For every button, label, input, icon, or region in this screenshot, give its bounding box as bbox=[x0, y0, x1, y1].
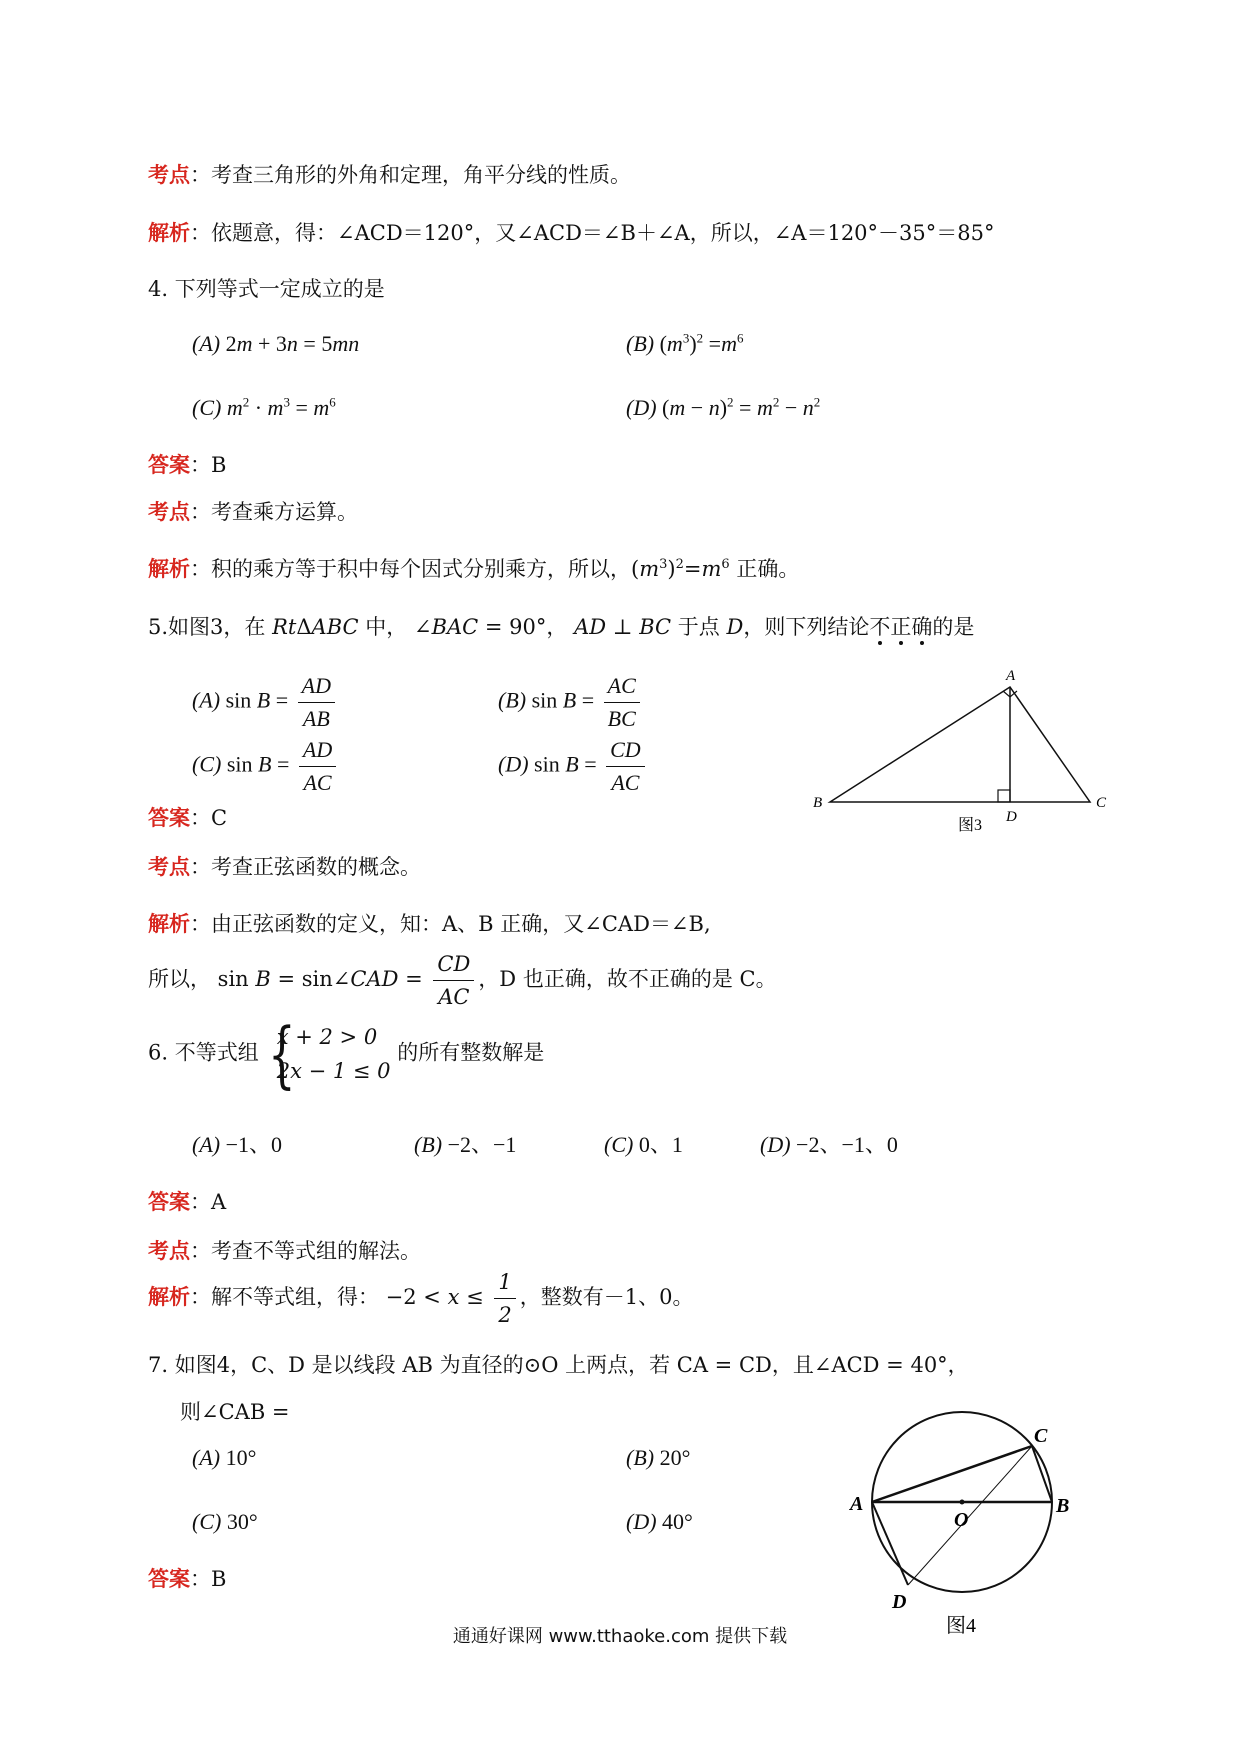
q4-option-b: (B) $(m^3)^2 =m^6$ bbox=[626, 330, 744, 356]
q5-jiexi-1: 解析：由正弦函数的定义，知：A、B 正确，又∠CAD＝∠B, bbox=[148, 912, 711, 936]
figure-4 bbox=[840, 1400, 1100, 1640]
q6-option-d: (D) −2、−1、0 bbox=[760, 1132, 898, 1157]
point-d-label: D bbox=[892, 1591, 907, 1613]
point-c-label: C bbox=[1096, 795, 1107, 811]
q7-option-b: (B) 20° bbox=[626, 1445, 691, 1470]
q4-option-d: (D) $(m - n)^2 = m^2 - n^2$ bbox=[626, 394, 821, 420]
point-d-label: D bbox=[1006, 809, 1017, 825]
q5-answer: 答案：C bbox=[148, 806, 228, 830]
figure-4-caption: 图4 bbox=[946, 1615, 976, 1637]
chord-ad bbox=[872, 1502, 908, 1585]
point-b-label: B bbox=[1056, 1495, 1070, 1517]
q7-answer: 答案：B bbox=[148, 1567, 227, 1591]
chord-ac bbox=[872, 1446, 1032, 1502]
q6-stem: 6. 不等式组 { x + 2 > 0 2x − 1 ≤ 0 的所有整数解是 bbox=[148, 1012, 545, 1096]
q5-stem: 5.如图3，在 RtΔABC 中， ∠BAC = 90°， AD ⊥ BC 于点 D，则下列结论不正确的是 bbox=[148, 615, 975, 639]
q5-kaodian: 考点：考查正弦函数的概念。 bbox=[148, 855, 421, 879]
q4-option-a: (A) 2m + 3n = 5mn bbox=[192, 331, 360, 356]
q7-option-c: (C) 30° bbox=[192, 1509, 258, 1534]
point-o-label: O bbox=[954, 1509, 969, 1531]
q4-answer: 答案：B bbox=[148, 453, 227, 477]
q4-option-c: (C) $m^2 \cdot m^3 = m^6$ bbox=[192, 394, 336, 420]
q4-stem: 4. 下列等式一定成立的是 bbox=[148, 277, 385, 301]
q4-kaodian: 考点：考查乘方运算。 bbox=[148, 500, 358, 524]
point-c-label: C bbox=[1034, 1425, 1048, 1447]
q5-option-d: (D) sin B = $\frac{CD}{AC}$ bbox=[498, 734, 649, 799]
q7-stem: 7. 如图4，C、D 是以线段 AB 为直径的⊙O 上两点，若 CA = CD，且∠ACD = 40°， bbox=[148, 1353, 969, 1377]
q6-jiexi: 解析：解不等式组，得： −2 < x ≤ $\frac{1}{2}$ ，整数有－1、0。 bbox=[148, 1266, 693, 1331]
chord-cb bbox=[1032, 1446, 1052, 1502]
q5-jiexi-2: 所以， sin B = sin∠CAD = $\frac{CD}{AC}$ ，D 也正确，故不正确的是 C。 bbox=[148, 948, 777, 1013]
point-b-label: B bbox=[813, 795, 823, 811]
q6-answer: 答案：A bbox=[148, 1190, 227, 1214]
figure-3-caption: 图3 bbox=[958, 817, 983, 834]
point-a-label: A bbox=[850, 1493, 864, 1515]
q7-option-d: (D) 40° bbox=[626, 1509, 693, 1534]
q3-kaodian: 考点：考查三角形的外角和定理，角平分线的性质。 bbox=[148, 163, 631, 187]
q6-kaodian: 考点：考查不等式组的解法。 bbox=[148, 1239, 421, 1263]
q3-jiexi: 解析：依题意，得：∠ACD＝120°，又∠ACD＝∠B＋∠A，所以，∠A＝120°－35°＝85° bbox=[148, 221, 995, 245]
right-angle-mark-d bbox=[998, 790, 1010, 802]
center-dot bbox=[960, 1500, 965, 1505]
q6-option-b: (B) −2、−1 bbox=[414, 1132, 517, 1157]
q5-option-a: (A) sin B = $\frac{AD}{AB}$ bbox=[192, 670, 339, 735]
inequality-system: { x + 2 > 0 2x − 1 ≤ 0 bbox=[267, 1012, 391, 1096]
point-a-label: A bbox=[1006, 668, 1016, 684]
q7-option-a: (A) 10° bbox=[192, 1445, 257, 1470]
q6-option-c: (C) 0、1 bbox=[604, 1132, 683, 1157]
q5-option-b: (B) sin B = $\frac{AC}{BC}$ bbox=[498, 670, 644, 735]
q5-option-c: (C) sin B = $\frac{AD}{AC}$ bbox=[192, 734, 340, 799]
q4-jiexi: 解析：积的乘方等于积中每个因式分别乘方，所以，$(m^3)^2=m^6$ 正确。 bbox=[148, 557, 800, 581]
q7-stem-2: 则∠CAB = bbox=[180, 1400, 290, 1424]
figure-3 bbox=[808, 660, 1128, 840]
q6-option-a: (A) −1、0 bbox=[192, 1132, 283, 1157]
footer-text: 通通好课网 www.tthaoke.com 提供下载 bbox=[452, 1626, 788, 1647]
triangle-abc bbox=[830, 687, 1090, 802]
